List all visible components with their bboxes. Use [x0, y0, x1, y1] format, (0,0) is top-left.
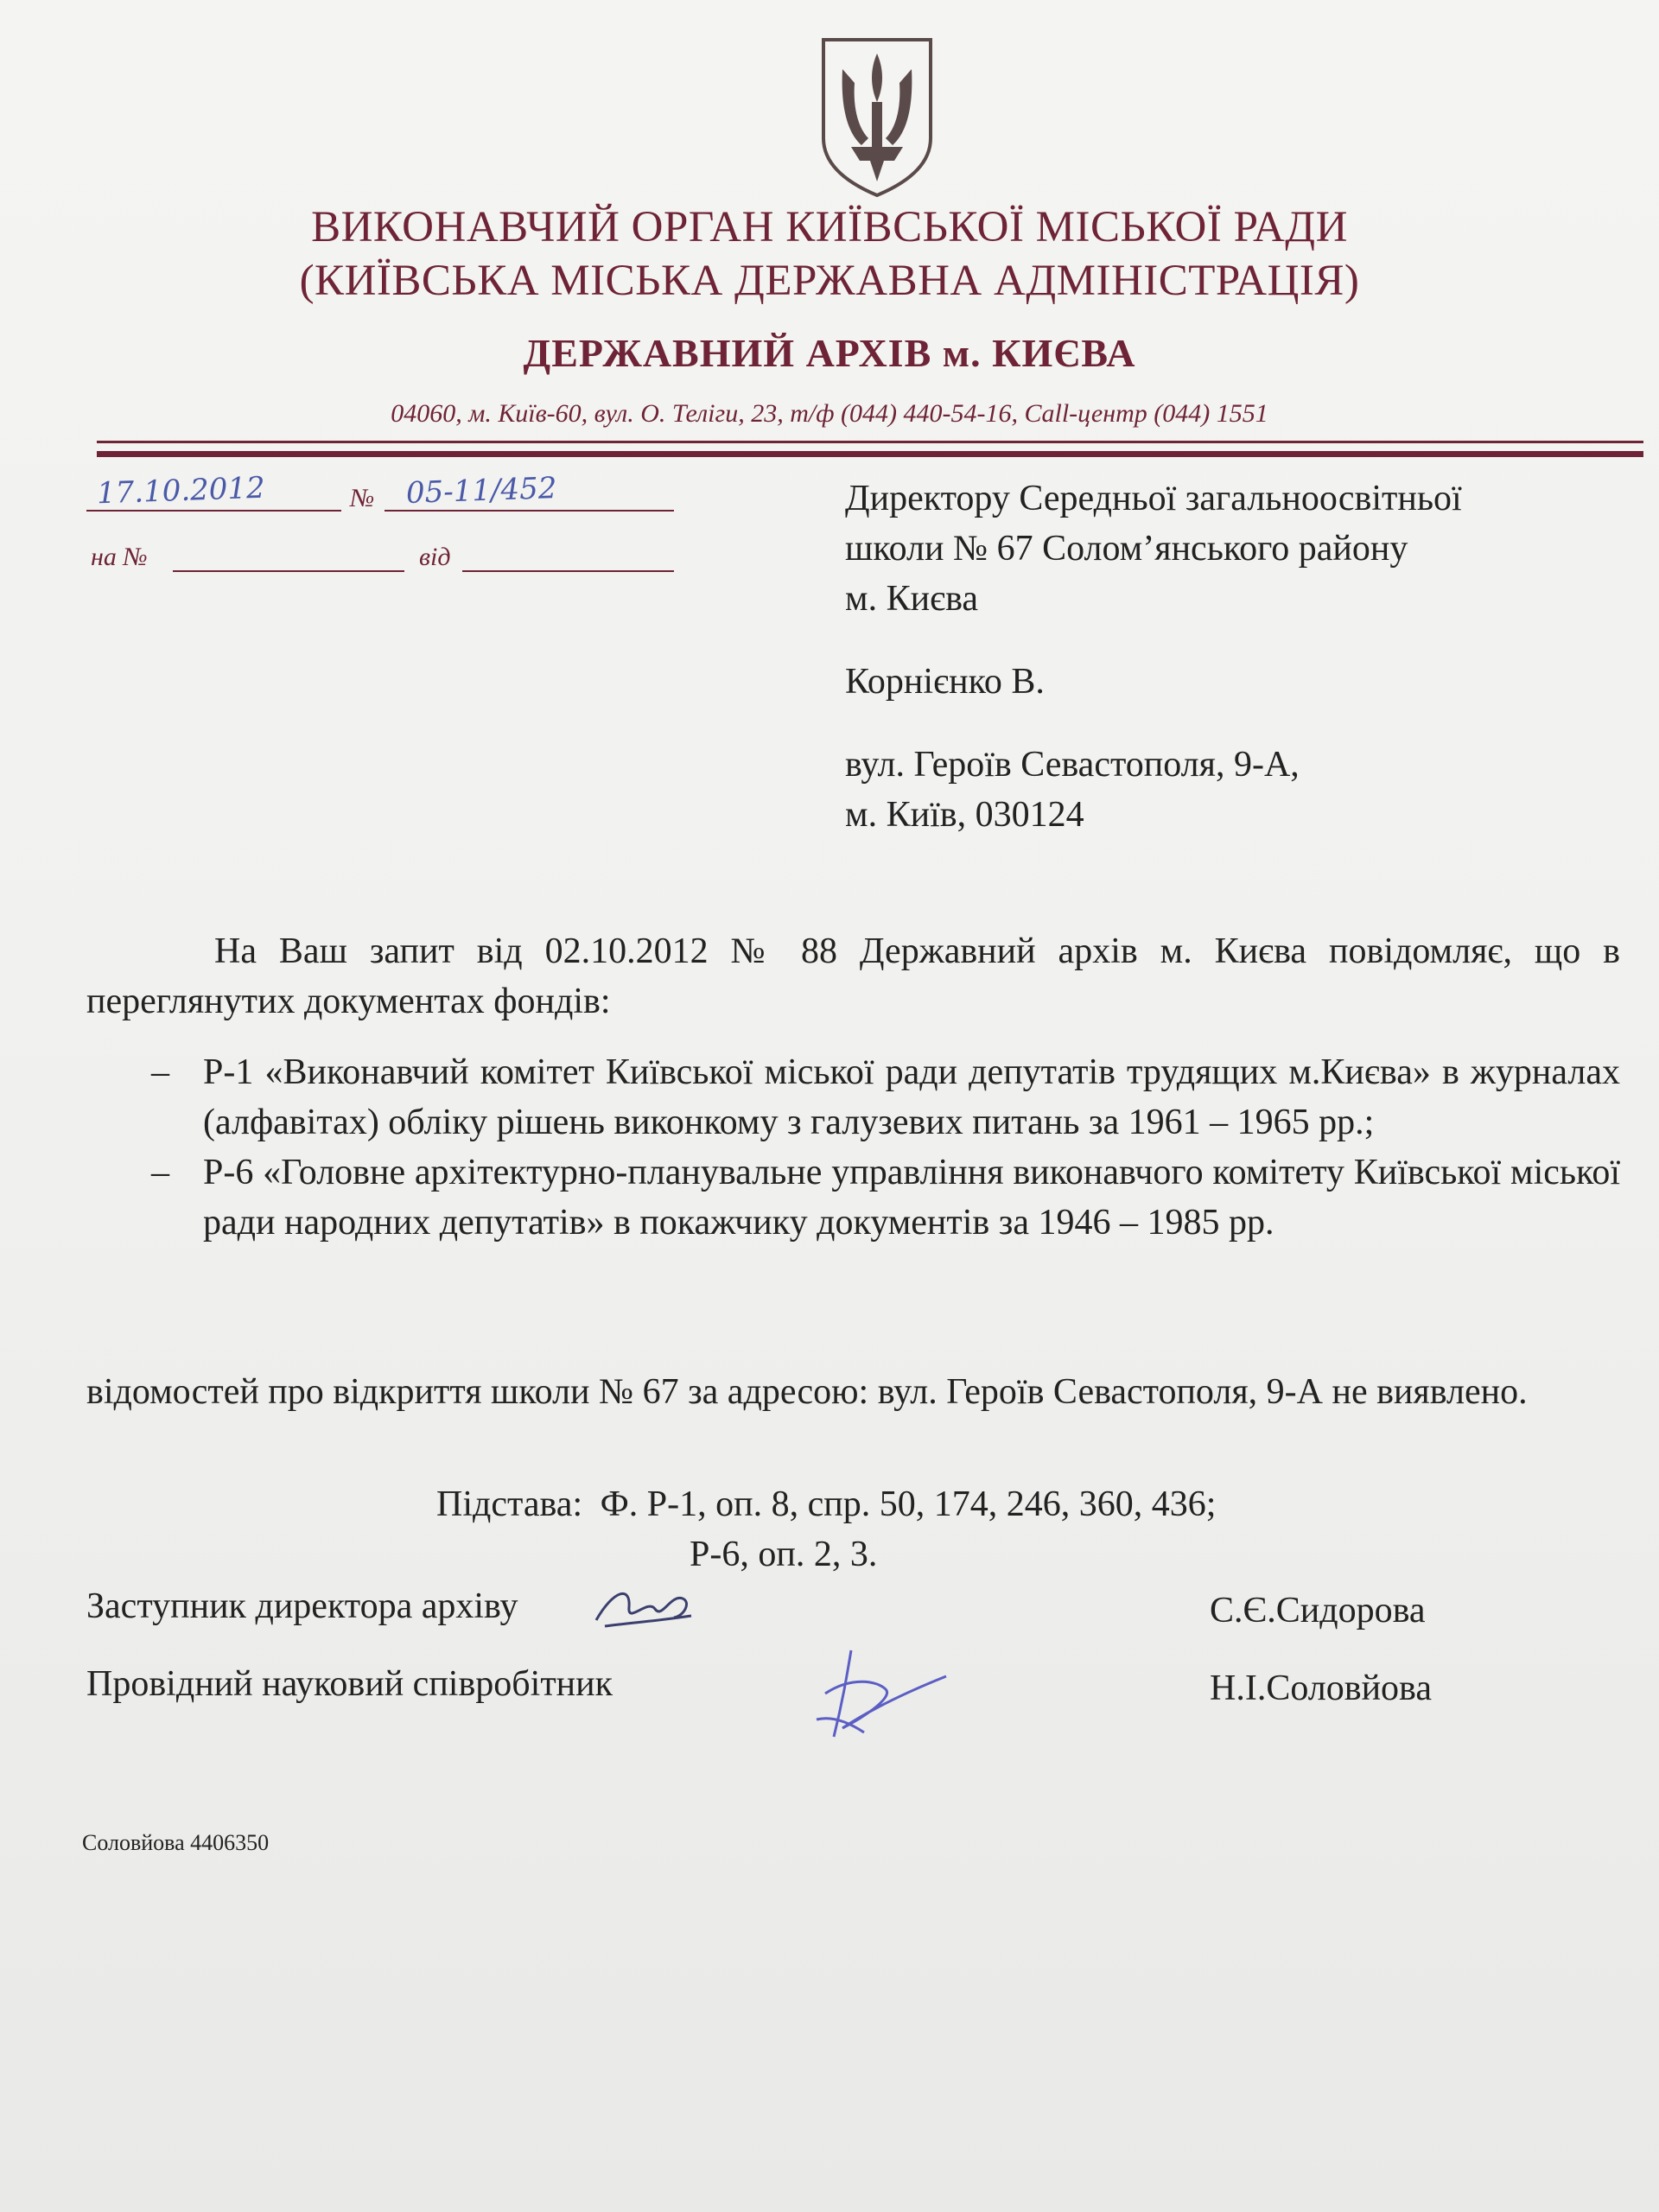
intro-text: На Ваш запит від 02.10.2012 № 88 Державний архів м. Києва повідомляє, що в переглянутих документах фондів: — [86, 931, 1620, 1021]
issuer-header — [0, 200, 1659, 308]
date-handwritten: 17.10.2012 — [96, 470, 266, 512]
org-name: ДЕРЖАВНИЙ АРХІВ м. КИЄВА — [523, 331, 1136, 375]
recipient-block — [845, 474, 1623, 840]
from-line — [462, 570, 674, 572]
recipient-name: Корнієнко В. — [845, 662, 1045, 702]
recipient-address-line: м. Київ, 030124 — [845, 795, 1084, 835]
issuer-line-2: (КИЇВСЬКА МІСЬКА ДЕРЖАВНА АДМІНІСТРАЦІЯ) — [299, 257, 1360, 305]
fonds-list — [151, 1047, 1620, 1248]
intro-paragraph — [86, 926, 1620, 1027]
list-dash: – — [151, 1153, 169, 1192]
on-no-line — [173, 570, 404, 572]
header-rule-thin — [97, 441, 1643, 443]
conclusion-paragraph — [86, 1367, 1620, 1417]
number-label: № — [350, 484, 375, 512]
list-item-text: Р-6 «Головне архітектурно-планувальне управління виконавчого комітету Київської міської ради народних депутатів» в покажчику документів за 1946 – 1985 рр. — [203, 1153, 1620, 1243]
from-label: від — [419, 543, 451, 571]
date-line — [86, 510, 341, 512]
signature-scribble-1 — [588, 1573, 700, 1642]
org-address: 04060, м. Київ-60, вул. О. Теліги, 23, т/ф (044) 440-54-16, Call-центр (044) 1551 — [391, 399, 1268, 428]
trident-icon — [817, 35, 938, 199]
reference-block — [86, 470, 691, 586]
issuer-line-1: ВИКОНАВЧИЙ ОРГАН КИЇВСЬКОЇ МІСЬКОЇ РАДИ — [311, 203, 1348, 251]
list-item-text: Р-1 «Виконавчий комітет Київської міської ради депутатів трудящих м.Києва» в журналах (алфавітах) обліку рішень виконкому з галузевих питань за 1961 – 1965 рр.; — [203, 1052, 1620, 1142]
executor-note: Соловйова 4406350 — [82, 1830, 270, 1855]
list-item — [151, 1147, 1620, 1248]
header-rule-thick — [97, 451, 1643, 457]
signature-title-1: Заступник директора архіву — [86, 1586, 518, 1626]
basis-line-1: Ф. Р-1, оп. 8, спр. 50, 174, 246, 360, 436; — [600, 1484, 1217, 1524]
list-dash: – — [151, 1052, 169, 1092]
basis-label: Підстава: — [436, 1484, 583, 1524]
recipient-line: Директору Середньої загальноосвітньої — [845, 479, 1462, 518]
basis-line-2: Р-6, оп. 2, 3. — [690, 1535, 878, 1574]
basis-block — [436, 1479, 1216, 1529]
signature-title-2: Провідний науковий співробітник — [86, 1664, 613, 1704]
number-handwritten: 05-11/452 — [405, 470, 558, 512]
on-no-label: на № — [91, 543, 148, 571]
list-item — [151, 1047, 1620, 1147]
recipient-address-line: вул. Героїв Севастополя, 9-А, — [845, 745, 1300, 785]
signature-scribble-2 — [799, 1642, 955, 1754]
recipient-line: школи № 67 Солом’янського району — [845, 529, 1408, 569]
signature-name-2: Н.І.Соловйова — [1210, 1669, 1432, 1708]
recipient-line: м. Києва — [845, 579, 979, 619]
number-line — [385, 510, 674, 512]
conclusion-text: відомостей про відкриття школи № 67 за адресою: вул. Героїв Севастополя, 9-А не виявлено. — [86, 1372, 1528, 1412]
signature-name-1: С.Є.Сидорова — [1210, 1591, 1426, 1630]
